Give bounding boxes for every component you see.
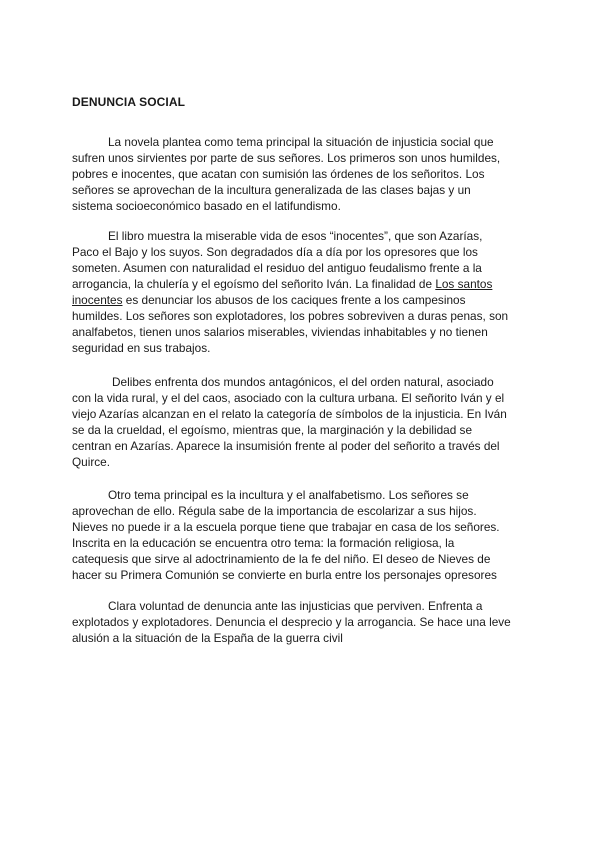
book-title-underlined: inocentes bbox=[72, 293, 123, 307]
paragraph-line: Paco el Bajo y los suyos. Son degradados día a día por los opresores que los bbox=[72, 245, 478, 259]
paragraph-line bbox=[72, 292, 508, 308]
paragraph-line: Delibes enfrenta dos mundos antagónicos, el del orden natural, asociado bbox=[112, 375, 494, 389]
document-title: DENUNCIA SOCIAL bbox=[72, 95, 186, 109]
paragraph-line: Otro tema principal es la incultura y el analfabetismo. Los señores se bbox=[108, 488, 469, 502]
paragraph-line: Nieves no puede ir a la escuela porque tiene que trabajar en casa de los señores. bbox=[72, 520, 500, 534]
paragraph-line: viejo Azarías alcanzan en el relato la categoría de símbolos de la injusticia. En Iván bbox=[72, 407, 507, 421]
paragraph-line: explotados y explotadores. Denuncia el desprecio y la arrogancia. Se hace una leve bbox=[72, 615, 511, 629]
paragraph-line: humildes. Los señores son explotadores, los pobres sobreviven a duras penas, son bbox=[72, 309, 509, 323]
paragraph-line: se da la crueldad, el egoísmo, mientras que, la marginación y la debilidad se bbox=[72, 423, 473, 437]
paragraph-line: sufren unos sirvientes por parte de sus señores. Los primeros son unos humildes, bbox=[72, 151, 501, 165]
paragraph-5 bbox=[72, 598, 511, 646]
paragraph-2 bbox=[72, 228, 508, 356]
paragraph-line: con la vida rural, y el del caos, asociado con la cultura urbana. El señorito Iván y el bbox=[72, 391, 505, 405]
paragraph-line: sistema socioeconómico basado en el latifundismo. bbox=[72, 199, 341, 213]
paragraph-line: señores se aprovechan de la incultura generalizada de las clases bajas y un bbox=[72, 183, 471, 197]
book-title-underlined: Los santos bbox=[435, 277, 493, 291]
paragraph-line: Inscrita en la educación se encuentra otro tema: la formación religiosa, la bbox=[72, 536, 455, 550]
paragraph-line: alusión a la situación de la España de la guerra civil bbox=[72, 631, 343, 645]
paragraph-line: seguridad en sus trabajos. bbox=[72, 341, 211, 355]
paragraph-line: catequesis que sirve al adoctrinamiento de la fe del niño. El deseo de Nieves de bbox=[72, 552, 491, 566]
paragraph-line: pobres e inocentes, que acatan con sumisión las órdenes de los señoritos. Los bbox=[72, 167, 485, 181]
paragraph-line: someten. Asumen con naturalidad el residuo del antiguo feudalismo frente a la bbox=[72, 261, 482, 275]
paragraph-line: El libro muestra la miserable vida de esos “inocentes”, que son Azarías, bbox=[108, 229, 483, 243]
paragraph-line: analfabetos, tienen unos salarios miserables, viviendas inhabitables y no tienen bbox=[72, 325, 488, 339]
paragraph-line: aprovechan de ello. Régula sabe de la importancia de escolarizar a sus hijos. bbox=[72, 504, 477, 518]
paragraph-1 bbox=[72, 134, 500, 214]
paragraph-line: Clara voluntad de denuncia ante las injusticias que perviven. Enfrenta a bbox=[108, 599, 483, 613]
paragraph-text: es denunciar los abusos de los caciques frente a los campesinos bbox=[125, 293, 466, 307]
paragraph-text: arrogancia, la chulería y el egoísmo del señorito Iván. La finalidad de bbox=[72, 277, 436, 291]
paragraph-line: Quirce. bbox=[72, 455, 111, 469]
paragraph-4 bbox=[72, 487, 500, 583]
paragraph-line: La novela plantea como tema principal la situación de injusticia social que bbox=[108, 135, 494, 149]
document-page bbox=[72, 94, 528, 645]
paragraph-line: centran en Azarías. Aparece la insumisión frente al poder del señorito a través del bbox=[72, 439, 500, 453]
paragraph-line bbox=[72, 276, 508, 292]
paragraph-3 bbox=[72, 374, 507, 470]
paragraph-line: hacer su Primera Comunión se convierte en burla entre los personajes opresores bbox=[72, 568, 497, 582]
